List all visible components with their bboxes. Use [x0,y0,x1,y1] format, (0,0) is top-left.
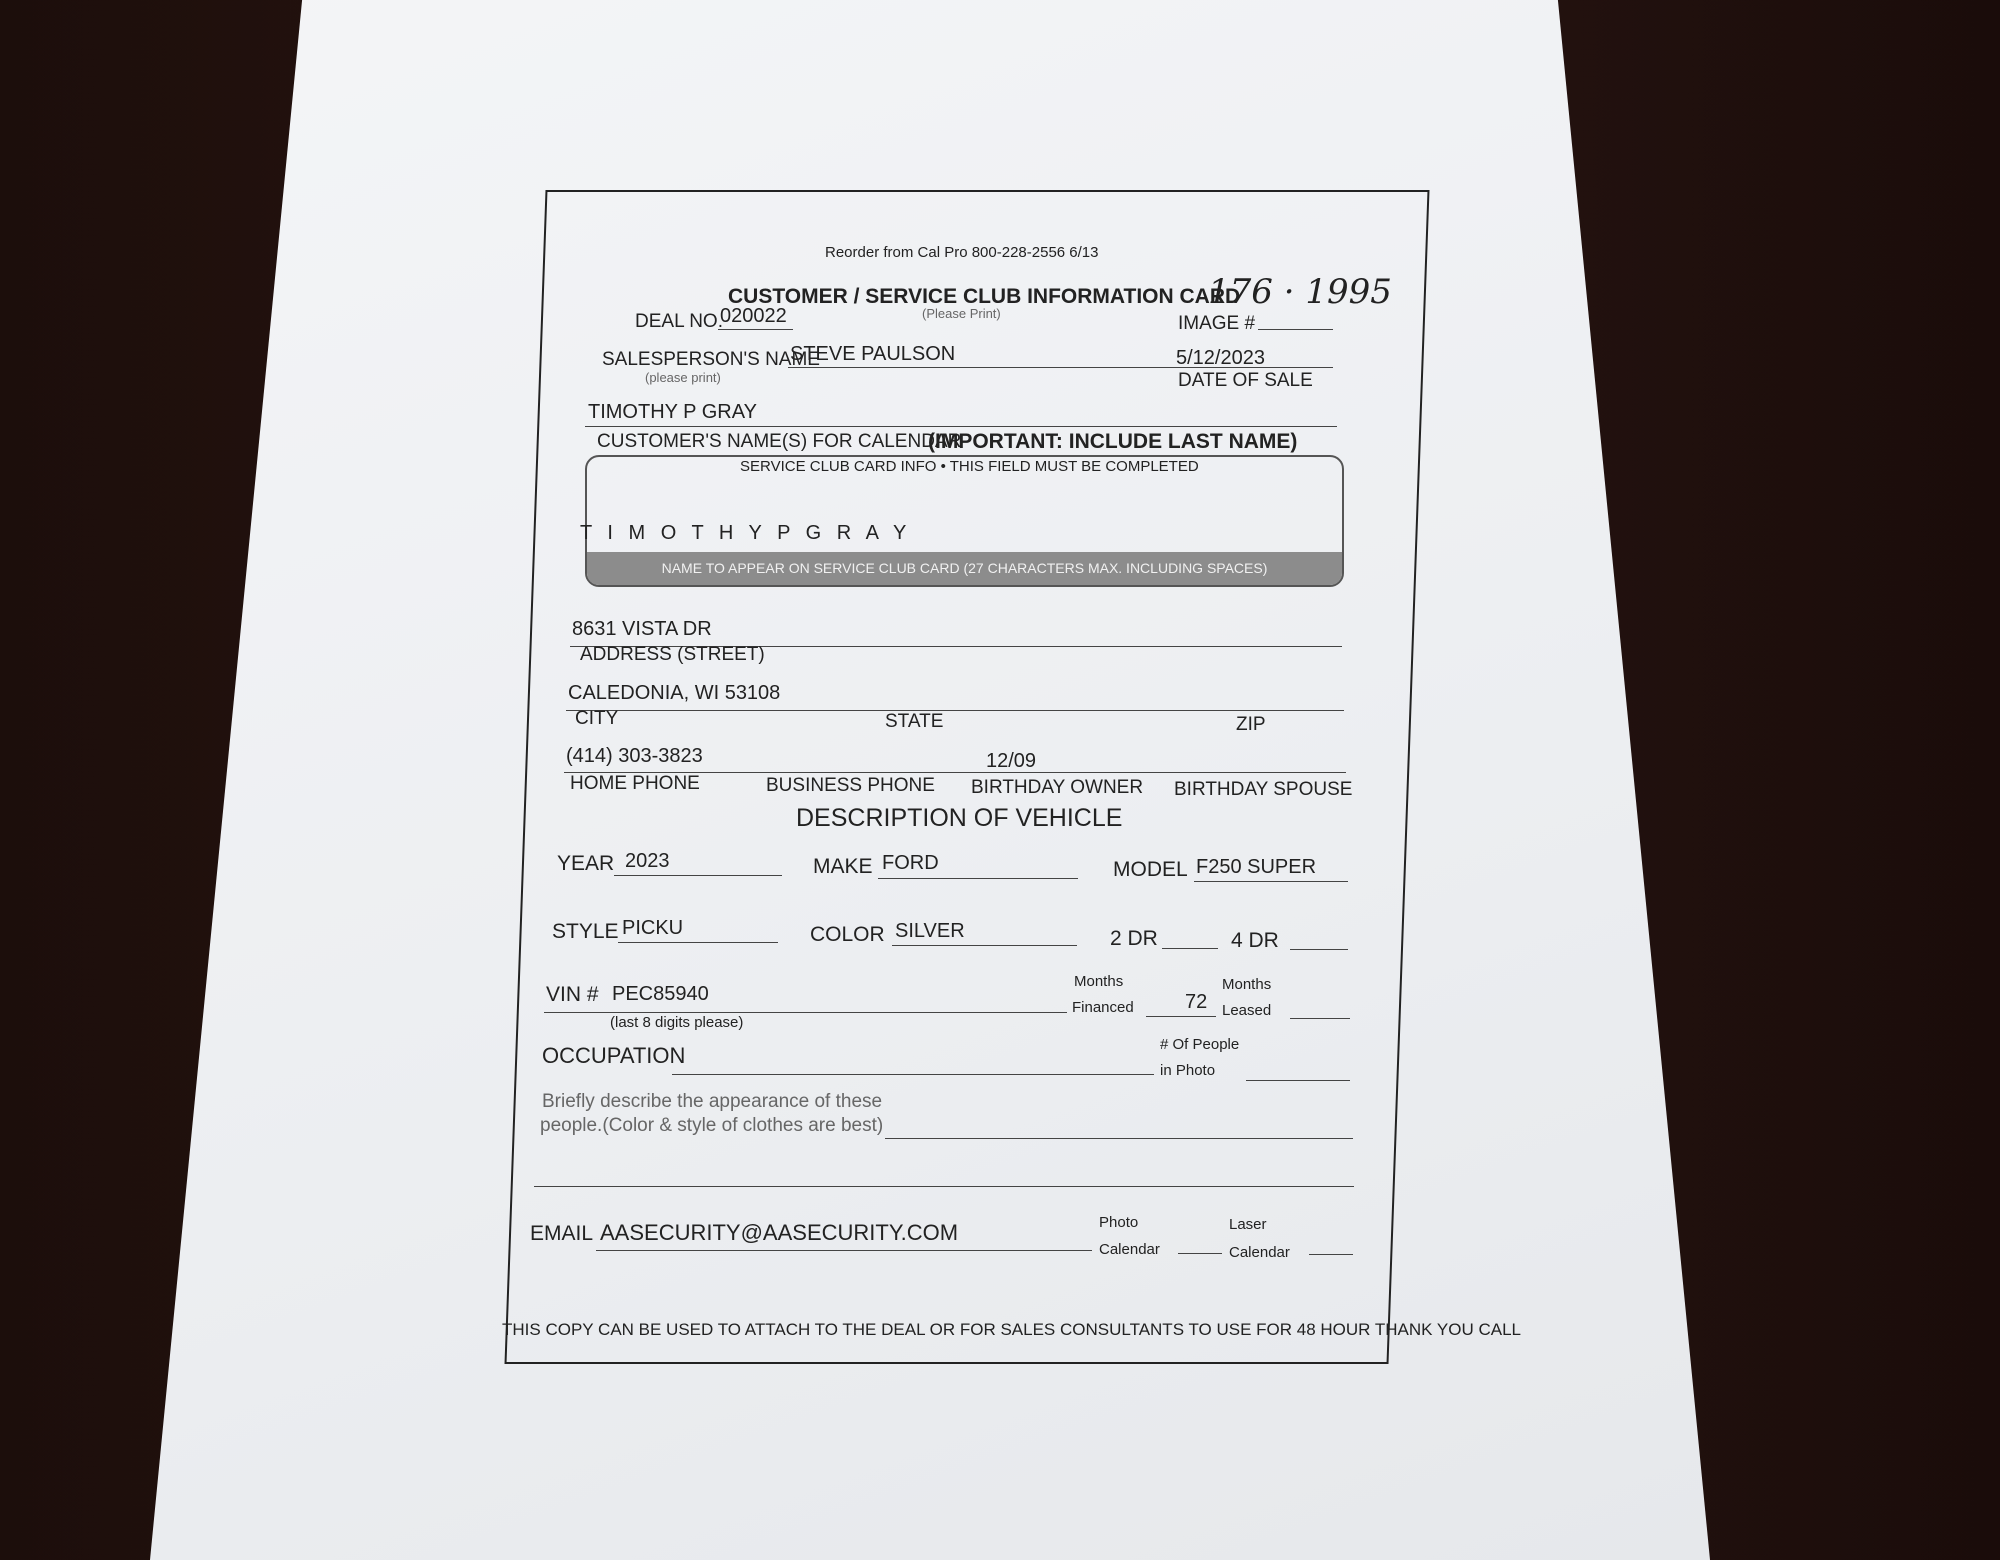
months-financed-value[interactable]: 72 [1185,991,1208,1013]
people-label-2: in Photo [1160,1062,1216,1079]
model-label: MODEL [1113,858,1188,881]
people-line[interactable] [1246,1080,1350,1081]
two-door-label: 2 DR [1110,927,1158,950]
four-door-line[interactable] [1290,949,1348,950]
handwritten-number: 176 · 1995 [1208,272,1392,312]
year-value[interactable]: 2023 [625,850,670,872]
zip-label: ZIP [1236,714,1266,735]
describe-extra-line[interactable] [534,1186,1354,1187]
city-line [566,710,1344,711]
salesperson-label: SALESPERSON'S NAME [602,349,820,370]
color-value[interactable]: SILVER [895,920,965,942]
vin-line [544,1012,1067,1013]
vin-value[interactable]: PEC85940 [612,983,709,1005]
birthday-spouse-label: BIRTHDAY SPOUSE [1174,779,1353,800]
date-of-sale-value[interactable]: 5/12/2023 [1176,347,1265,369]
vin-label: VIN # [546,983,599,1006]
photo-label: Photo [1099,1214,1139,1231]
email-label: EMAIL [530,1222,594,1245]
model-line [1194,881,1348,882]
year-line [614,875,782,876]
service-club-bar: NAME TO APPEAR ON SERVICE CLUB CARD (27 CHARACTERS MAX. INCLUDING SPACES) [587,552,1342,585]
year-label: YEAR [557,852,615,875]
style-label: STYLE [552,920,619,943]
four-door-label: 4 DR [1231,929,1279,952]
leased-line[interactable] [1290,1018,1350,1019]
months-financed-top: Months [1074,973,1124,990]
image-label: IMAGE # [1178,313,1256,334]
color-line [892,945,1077,946]
date-of-sale-label: DATE OF SALE [1178,370,1313,391]
footer-text: THIS COPY CAN BE USED TO ATTACH TO THE DEAL OR FOR SALES CONSULTANTS TO USE FOR 48 HOUR THANK YOU CALL [502,1320,1521,1339]
home-phone-value[interactable]: (414) 303-3823 [566,745,703,767]
occupation-line[interactable] [672,1074,1154,1075]
photo-calendar-line[interactable] [1178,1253,1222,1254]
email-line [596,1250,1092,1251]
city-state-zip-value[interactable]: CALEDONIA, WI 53108 [568,682,781,704]
home-phone-label: HOME PHONE [570,773,700,794]
email-value[interactable]: AASECURITY@AASECURITY.COM [600,1220,959,1245]
describe-line[interactable] [885,1138,1353,1139]
service-club-title: SERVICE CLUB CARD INFO • THIS FIELD MUST BE COMPLETED [740,458,1199,475]
state-label: STATE [885,711,944,732]
months-leased-top: Months [1222,976,1272,993]
photo-calendar-label: Calendar [1099,1241,1160,1258]
city-label: CITY [575,708,619,729]
people-label-1: # Of People [1160,1036,1240,1053]
salesperson-note: (please print) [645,370,721,385]
model-value[interactable]: F250 SUPER [1196,856,1317,878]
address-value[interactable]: 8631 VISTA DR [572,618,712,640]
address-label: ADDRESS (STREET) [580,644,765,665]
customer-name-line [585,426,1337,427]
laser-label: Laser [1229,1216,1267,1233]
business-phone-label: BUSINESS PHONE [766,775,935,796]
reorder-text: Reorder from Cal Pro 800-228-2556 6/13 [825,244,1099,261]
birthday-owner-value[interactable]: 12/09 [986,750,1037,772]
color-label: COLOR [810,923,885,946]
vehicle-heading: DESCRIPTION OF VEHICLE [796,804,1123,832]
salesperson-value[interactable]: STEVE PAULSON [790,343,956,365]
laser-calendar-line[interactable] [1309,1254,1353,1255]
style-line [618,942,778,943]
deal-no-label: DEAL NO. [635,311,723,332]
customer-name-label: CUSTOMER'S NAME(S) FOR CALENDAR [597,431,962,452]
make-value[interactable]: FORD [882,852,939,874]
style-value[interactable]: PICKU [622,917,684,939]
leased-label: Leased [1222,1002,1272,1019]
customer-name-value[interactable]: TIMOTHY P GRAY [588,401,757,423]
describe-line-2: people.(Color & style of clothes are best) [540,1115,884,1136]
important-note: (IMPORTANT: INCLUDE LAST NAME) [928,430,1298,453]
occupation-label: OCCUPATION [542,1043,686,1068]
service-club-name[interactable]: T I M O T H Y P G R A Y [580,522,912,544]
describe-line-1: Briefly describe the appearance of these [542,1091,883,1112]
two-door-line[interactable] [1162,948,1218,949]
financed-line [1146,1016,1216,1017]
vin-note: (last 8 digits please) [610,1014,744,1031]
financed-label: Financed [1072,999,1134,1016]
please-print-note: (Please Print) [922,306,1001,321]
form-title: CUSTOMER / SERVICE CLUB INFORMATION CARD [728,285,1241,308]
birthday-owner-label: BIRTHDAY OWNER [971,777,1144,798]
laser-calendar-label: Calendar [1229,1244,1290,1261]
make-line [878,878,1078,879]
deal-no-value[interactable]: 020022 [720,305,787,327]
deal-no-line [718,329,793,330]
make-label: MAKE [813,855,873,878]
image-line[interactable] [1258,329,1333,330]
